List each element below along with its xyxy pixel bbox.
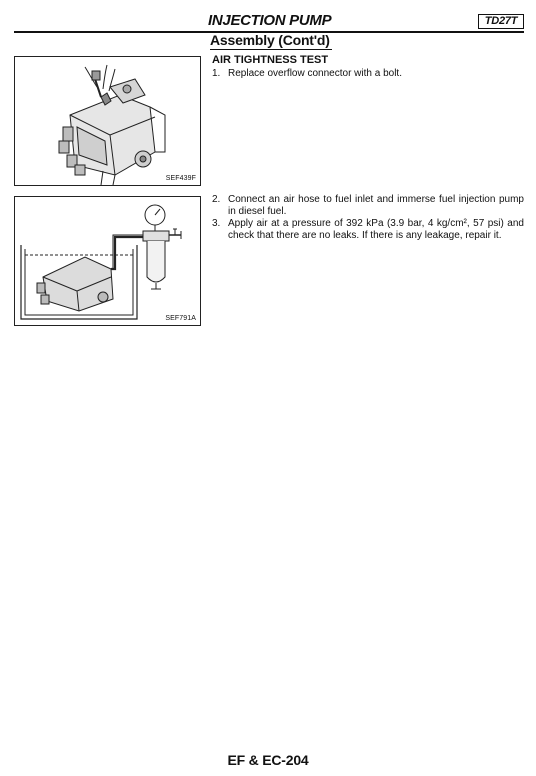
- figure-code: SEF791A: [165, 315, 196, 322]
- step-text: Apply air at a pressure of 392 kPa (3.9 bar, 4 kg/cm², 57 psi) and check that there are no leaks. If there is any leakage, repair it.: [228, 218, 524, 241]
- page-title: INJECTION PUMP: [208, 12, 332, 29]
- step-text: Replace overflow connector with a bolt.: [228, 68, 402, 79]
- figure-overflow-connector: [14, 56, 201, 186]
- figure-air-tightness-test: [14, 196, 201, 326]
- step-number: 1.: [212, 68, 221, 79]
- steps-group-1: [212, 68, 524, 80]
- model-badge: TD27T: [478, 14, 524, 29]
- step-number: 2.: [212, 194, 221, 205]
- figure-code: SEF439F: [165, 175, 196, 182]
- section-subtitle: Assembly (Cont'd): [210, 32, 330, 48]
- section-heading: AIR TIGHTNESS TEST: [212, 54, 329, 66]
- injection-pump-illustration: [15, 57, 202, 187]
- step-item: [212, 68, 524, 80]
- step-number: 3.: [212, 218, 221, 229]
- subtitle-underline: [210, 49, 332, 50]
- page-number: EF & EC-204: [227, 752, 309, 768]
- air-test-setup-illustration: [15, 197, 202, 327]
- step-item: [212, 218, 524, 242]
- steps-group-2: [212, 194, 524, 242]
- step-text: Connect an air hose to fuel inlet and immerse fuel injection pump in diesel fuel.: [228, 194, 524, 217]
- step-item: [212, 194, 524, 218]
